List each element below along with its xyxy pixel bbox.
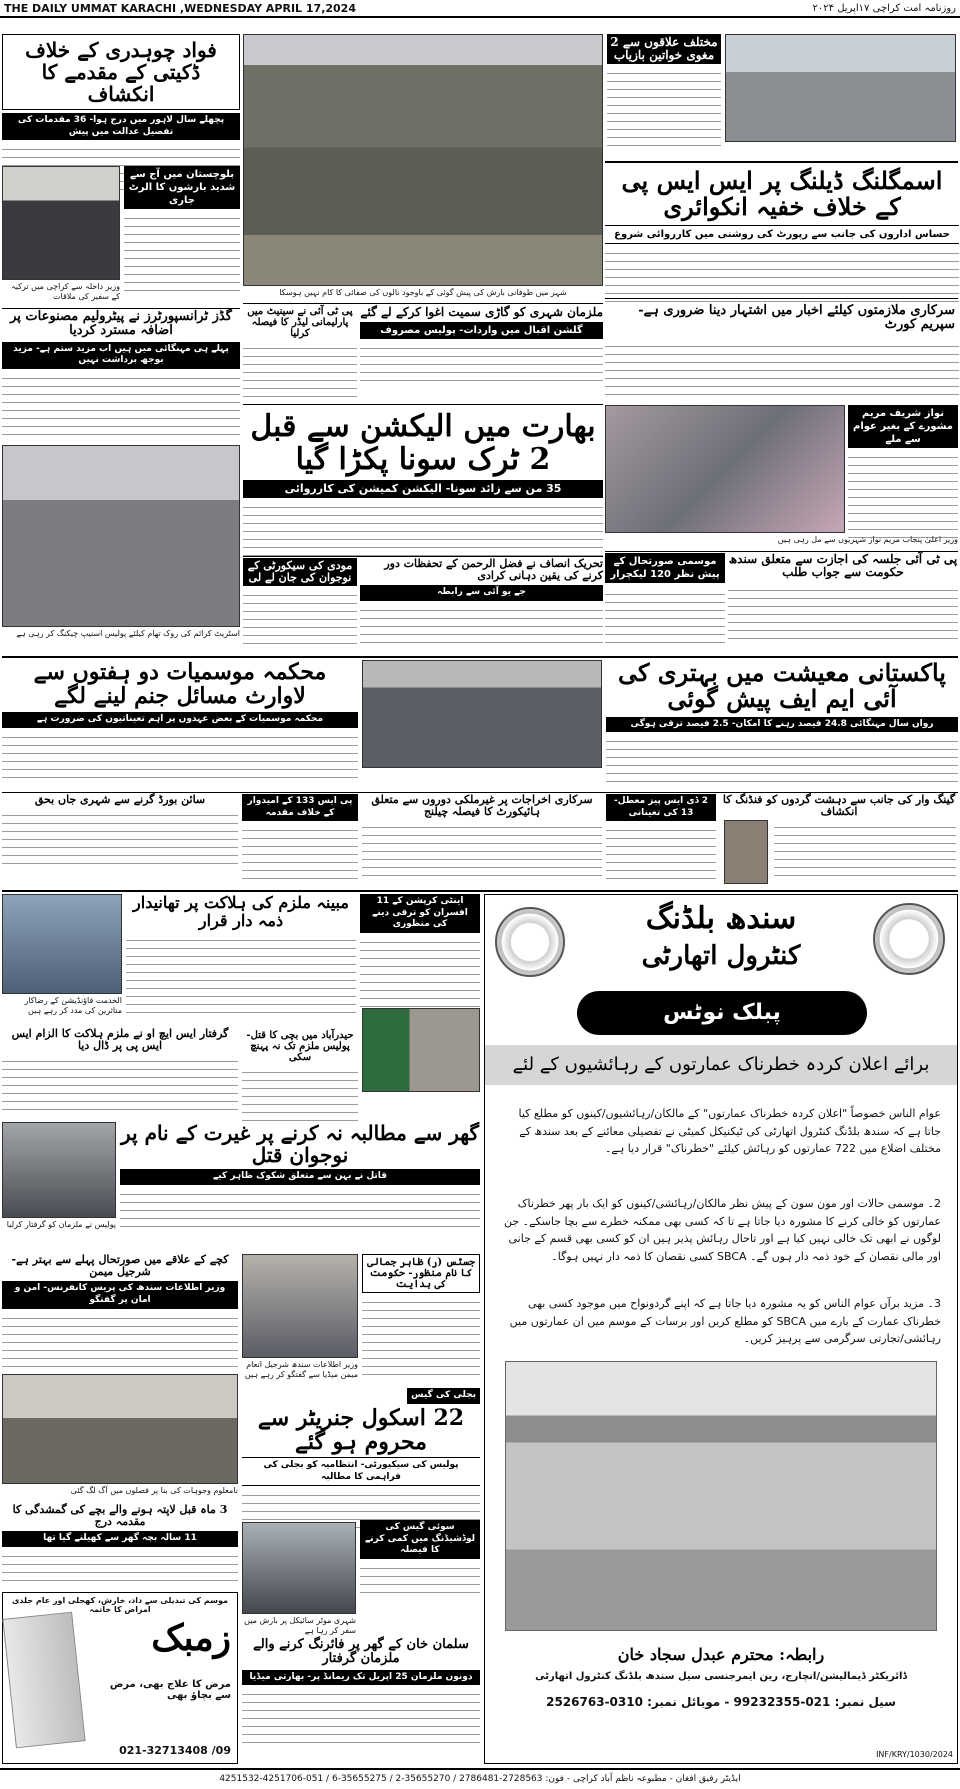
ps-story <box>242 794 358 888</box>
notice-phones: سیل نمبر: 021-99232355 - موبائل نمبر: 0310-2526763 <box>546 1695 896 1709</box>
board-body <box>2 810 238 870</box>
justice-story <box>362 1254 480 1384</box>
women-photo <box>2 894 122 994</box>
notice-subtitle: برائے اعلان کردہ خطرناک عمارتوں کے رہائشیوں کے لئے <box>485 1045 957 1085</box>
goods-body <box>2 373 240 441</box>
masthead-english: THE DAILY UMMAT KARACHI ,WEDNESDAY APRIL 17,2024 <box>4 1 356 15</box>
tax-story <box>242 1030 358 1120</box>
footer: ایڈیٹر رفیق افغان - مطبوعہ ناظم آباد کراچی - فون: 2728563-2786481 / 35655270-2 / 35655275-6 / 051-4251706-4251532 <box>0 1768 960 1789</box>
street-photo <box>2 445 240 627</box>
notice-pill: پبلک نوٹس <box>577 991 867 1035</box>
tax-body <box>242 1067 358 1121</box>
salman-body <box>242 1689 480 1749</box>
schools-kicker: بجلی کی گیس <box>407 1388 480 1404</box>
fawad-sub: پچھلے سال لاہور میں درج ہوا- 36 مقدمات کی تفصیل عدالت میں پیش <box>2 113 240 140</box>
imf-body <box>606 736 958 786</box>
sharjeel-caption: وزیر اطلاعات سندھ شرجیل انعام میمن میڈیا سے گفتگو کر رہے ہیں <box>244 1360 358 1379</box>
fawad-story <box>2 34 240 166</box>
public-notice <box>484 894 958 1764</box>
mobile-headline: مبینہ ملزم کی ہلاکت پر تھانیدار ذمہ دار قرار <box>133 893 349 930</box>
gas-headline: سوئی گیس کی لوڈشیڈنگ میں کمی کرنے کا فیصلہ <box>360 1520 480 1559</box>
divider <box>243 404 603 405</box>
antisocial-body <box>360 937 480 1007</box>
imf-bar: رواں سال مہنگائی 24.8 فیصد رہنے کا امکان- 2.5 فیصد ترقی ہوگی <box>606 717 958 733</box>
supreme-headline: سرکاری ملازمتوں کیلئے اخبار میں اشتہار دینا ضروری ہے- سپریم کورٹ <box>638 303 955 333</box>
security-story <box>243 558 357 654</box>
mehkma-body <box>2 732 358 782</box>
zambak-phone: 021-32713408 /09 <box>119 1744 231 1757</box>
meeting-photo <box>362 660 602 768</box>
ds-story <box>606 794 716 888</box>
goods-story <box>2 310 240 432</box>
divider <box>605 161 958 163</box>
election-headline: بھارت میں الیکشن سے قبل 2 ٹرک سونا پکڑا گیا <box>250 409 596 477</box>
security-headline: مودی کی سیکورٹی کے نوجوان کی جان لے لی <box>243 558 357 586</box>
mehkma-bar: محکمہ موسمیات کے بعض عہدوں پر اہم تعیناتیوں کی ضرورت ہے <box>2 712 358 728</box>
salman-bar: دونوں ملزمان 25 اپریل تک ریمانڈ پر- بھارتی میڈیا <box>242 1670 480 1686</box>
mobile-body <box>126 935 356 1015</box>
divider <box>605 298 958 299</box>
divider <box>2 890 958 892</box>
ds-body <box>606 825 716 885</box>
kachay-bar: وزیر اطلاعات سندھ کی پریس کانفرنس- امن و امان پر گفتگو <box>2 1281 238 1308</box>
smuggling-story <box>605 164 959 292</box>
child-headline: 3 ماہ قبل لاپتہ ہونے والے بچے کی گمشدگی کا مقدمہ درج <box>12 1503 228 1529</box>
pti-story <box>360 558 603 654</box>
flags-photo <box>362 1008 480 1092</box>
nawaz-story <box>848 405 958 533</box>
sharjeel-photo <box>242 1254 358 1358</box>
gang-headline: گینگ وار کی جانب سے دہشت گردوں کو فنڈنگ کا انکشاف <box>722 793 956 819</box>
notice-title-1: سندھ بلڈنگ <box>645 901 797 936</box>
zambak-ad <box>2 1592 238 1764</box>
sindh-caption: پولیس نے ملزمان کو گرفتار کرلیا <box>6 1220 116 1229</box>
antisocial-headline: اینٹی کرپشن کے 11 افسران کو ترقی دینے کی منظوری <box>360 894 480 933</box>
pti-headline: تحریک انصاف نے فضل الرحمن کے تحفظات دور کرنے کی یقین دہانی کرادی <box>384 557 603 583</box>
nawaz-photo <box>605 405 845 533</box>
dangerous-building-photo <box>505 1361 937 1631</box>
notice-para1: عوام الناس خصوصاً "اعلان کردہ خطرناک عمارتوں" کے مالکان/رہائشیوں/کینوں کو مطلع کیا جاتا ہے کہ سندھ بلڈنگ کنٹرول اتھارٹی کی ٹیکنیکل کمیٹی نے تفصیلی معائنے کے بعد سندھ کے مختلف اضلاع میں 722 عمارتوں کو رہائش کیلئے "خطرناک" قرار دیا ہے۔ <box>518 1107 941 1156</box>
board-headline: سائن بورڈ گرنے سے شہری جاں بحق <box>34 793 206 806</box>
bike-photo <box>242 1522 356 1614</box>
child-bar: 11 سالہ بچہ گھر سے کھیلنے گیا تھا <box>2 1531 238 1547</box>
nawaz-headline: نواز شریف مریم مشورے کے بغیر عوام سے ملے <box>848 405 958 448</box>
kidnap-sub: گلشن اقبال میں واردات- پولیس مصروف <box>360 322 603 339</box>
goods-bar: پہلے ہی مہنگائی میں ہیں اب مزید ستم ہے- مزید بوجھ برداشت نہیں <box>2 342 240 369</box>
divider <box>243 303 603 304</box>
senate-body <box>243 343 357 399</box>
mall-story <box>2 1028 238 1120</box>
child-story <box>2 1504 238 1588</box>
notice-title-2: کنٹرول اتھارٹی <box>641 941 801 971</box>
senate-story <box>243 306 357 402</box>
tax-headline: حیدرآباد میں بچی کا قتل- پولیس ملزم تک نہ پہنچ سکی <box>246 1030 354 1063</box>
gang-photo <box>724 820 768 884</box>
zambak-tube <box>2 1612 85 1749</box>
child-body <box>2 1551 238 1581</box>
justice-headline: جسٹس (ر) ظاہر جمالی کا نام منظور- حکومت کی ہدایت <box>362 1254 480 1293</box>
nawaz-body <box>848 452 958 540</box>
sarkari-headline: سرکاری اخراجات پر غیرملکی دوروں سے متعلق ہائیکورٹ کا فیصلہ چیلنج <box>371 793 593 819</box>
story-body <box>607 68 721 153</box>
mehkma-headline: محکمہ موسمیات دو ہفتوں سے لاوارث مسائل جنم لینے لگے <box>33 659 327 710</box>
gas-story <box>360 1520 480 1590</box>
notice-contact-role: ڈائریکٹر ڈیمالیشن/انچارج، رین ایمرجنسی سیل سندھ بلڈنگ کنٹرول اتھارٹی <box>535 1671 907 1682</box>
sindh-police-photo <box>2 1122 116 1218</box>
baluch-bar: بلوچستان میں آج سے شدید بارشوں کا الرٹ جاری <box>124 166 240 209</box>
rain-caption: شہر میں طوفانی بارش کی پیش گوئی کے باوجود نالوں کی صفائی کا کام نہیں ہوسکا <box>279 288 567 297</box>
smuggling-headline: اسمگلنگ ڈیلنگ پر ایس ایس پی کے خلاف خفیہ انکوائری <box>621 166 943 222</box>
murder-story <box>120 1122 480 1232</box>
zambak-tagline: مرض کا علاج بھی، مرض سے بچاؤ بھی <box>109 1679 231 1701</box>
election-body <box>243 502 603 562</box>
gas-body <box>360 1563 480 1599</box>
sindh-govt-seal-icon <box>495 907 565 977</box>
notice-item3: 3۔ مزید برآں عوام الناس کو یہ مشورہ دیا جاتا ہے کہ اپنے گردونواح میں موجود کسی بھی خطرناک عمارت کے بارے میں SBCA کو مطلع کریں اور برسات کے موسم میں ان عمارتوں میں رہائشی/تجارتی سرگرمی سے پرہیز کریں۔ <box>509 1297 941 1346</box>
mobile-story <box>126 894 356 1024</box>
masthead <box>0 0 960 18</box>
street-caption: اسٹریٹ کرائم کی روک تھام کیلئے پولیس اسنیپ چیکنگ کر رہی ہے <box>16 629 240 638</box>
zambak-top: موسم کی تبدیلی سے داد، خارش، کھجلی اور عام جلدی امراض کا خاتمہ <box>12 1596 228 1614</box>
sbca-seal-icon <box>873 903 945 975</box>
pti-body <box>360 605 603 649</box>
notice-ref: INF/KRY/1030/2024 <box>876 1750 953 1759</box>
supreme-story <box>605 302 959 402</box>
fire-photo <box>2 1374 238 1484</box>
mall-headline: گرفتار ایس ایچ او نے ملزم ہلاکت کا الزام ایس ایس پی پر ڈال دیا <box>11 1027 229 1053</box>
kidnap-story <box>360 306 603 402</box>
imf-headline: پاکستانی معیشت میں بہتری کی آئی ایم ایف پیش گوئی <box>618 658 946 714</box>
sarkari-story <box>362 794 602 888</box>
salman-story <box>242 1638 480 1762</box>
masthead-urdu: روزنامہ امت کراچی ۱۷اپریل ۲۰۲۴ <box>812 2 956 14</box>
senate-headline: پی ٹی آئی نے سینیٹ میں پارلیمانی لیڈر کا فیصلہ کرلیا <box>247 306 353 339</box>
sarkari-body <box>362 822 602 878</box>
baluch-body <box>124 213 240 293</box>
smuggling-sub: حساس اداروں کی جانب سے رپورٹ کی روشنی میں کارروائی شروع <box>605 225 959 244</box>
pti-jalsa-headline: پی ٹی آئی جلسہ کی اجازت سے متعلق سندھ حکومت سے جواب طلب <box>728 552 958 580</box>
salman-headline: سلمان خان کے گھر پر فائرنگ کرنے والے ملزمان گرفتار <box>253 1637 469 1667</box>
pti-sub: جے یو آئی سے رابطہ <box>360 585 603 601</box>
bike-caption: شہری موٹر سائیکل پر بارش میں سفر کر رہا ہے <box>244 1616 356 1635</box>
murder-bar: قاتل نے بہن سے متعلق شکوک ظاہر کیے <box>120 1169 480 1185</box>
rain-photo <box>243 34 603 286</box>
baluch-story <box>124 166 240 284</box>
schools-story <box>242 1388 480 1518</box>
schools-sub: پولیس کی سیکیورٹی- انتظامیہ کو بجلی کی فراہمی کا مطالبہ <box>242 1457 480 1486</box>
election-bar: 35 من سے زائد سونا- الیکشن کمیشن کی کارروائی <box>243 480 603 498</box>
notice-contact: رابطہ: محترم عبدل سجاد خان <box>617 1645 825 1664</box>
murder-body <box>120 1189 480 1233</box>
mall-body <box>2 1056 238 1110</box>
top-right-photo <box>725 34 956 142</box>
pti-jalsa-body <box>728 585 958 645</box>
kachay-story <box>2 1254 238 1372</box>
notice-item2: 2۔ موسمی حالات اور مون سون کے پیش نظر مالکان/رہائشی/کینوں کو ایک بار پھر خطرناک عمارتوں کو خالی کرنے کا مشورہ دیا جاتا ہے تا کہ کسی بھی ممکنہ خطرے سے بچا جاسکے۔ جن لوگوں نے ابھی تک خالی نہیں کیا ہے اور تاحال رہائش پذیر ہیں ان کو کسی بھی قسم کے جانی اور مالی نقصان کے خود ذمہ دار ہوں گے۔ SBCA کسی نقصان کا ذمہ دار نہیں ہوگا۔ <box>504 1197 941 1263</box>
kidnap-headline: ملزمان شہری کو گاڑی سمیت اغوا کرکے لے گئے <box>360 305 603 319</box>
ps-headline: پی ایس 133 کے امیدوار کے خلاف مقدمہ <box>242 794 358 821</box>
gang-body <box>774 822 956 882</box>
election-story <box>243 406 603 558</box>
justice-body <box>362 1297 480 1377</box>
security-body <box>243 590 357 644</box>
antisocial-story <box>360 894 480 1004</box>
kachay-headline: کچے کے علاقے میں صورتحال پہلے سے بہتر ہے- شرجیل میمن <box>11 1253 229 1279</box>
top-right-small-story <box>607 34 721 152</box>
ps-body <box>242 825 358 885</box>
ds-headline: 2 ڈی ایس پیز معطل- 13 کی تعیناتی <box>606 794 716 821</box>
fawad-headline: فواد چوہدری کے خلاف ڈکیتی کے مقدمے کا انکشاف <box>2 34 240 110</box>
supreme-body <box>605 341 959 399</box>
gang-story <box>720 794 958 888</box>
mehkma-story <box>2 660 358 790</box>
minister-photo <box>2 166 120 280</box>
nawaz-caption: وزیر اعلیٰ پنجاب مریم نواز شہریوں سے مل رہی ہیں <box>777 535 958 544</box>
zambak-name: زمبک <box>151 1617 231 1659</box>
minister-caption: وزیر داخلہ سے کراچی میں ترکیہ کے سفیر کی ملاقات <box>11 282 120 301</box>
moves-story <box>605 553 725 653</box>
moves-body <box>605 589 725 649</box>
schools-headline: 22 اسکول جنریٹر سے محروم ہو گئے <box>257 1404 465 1455</box>
kachay-body <box>2 1313 238 1367</box>
goods-headline: گڈز ٹرانسپورٹرز نے پیٹرولیم مصنوعات پر اضافہ مسترد کردیا <box>10 309 232 339</box>
murder-headline: گھر سے مطالبہ نہ کرنے پر غیرت کے نام پر نوجوان قتل <box>121 1121 479 1167</box>
board-story <box>2 794 238 888</box>
imf-story <box>606 660 958 790</box>
story-headline: مختلف علاقوں سے 2 مغوی خواتین بازیاب <box>607 34 721 64</box>
women-caption: الخدمت فاؤنڈیشن کے رضاکار متاثرین کی مدد کر رہے ہیں <box>24 996 122 1015</box>
moves-headline: موسمی صورتحال کے پیش نظر 120 لیکچرار <box>605 553 725 583</box>
fire-caption: نامعلوم وجوہات کی بنا پر فصلوں میں آگ لگ گئی <box>70 1486 238 1495</box>
pti-jalsa-story <box>728 553 958 653</box>
kidnap-body <box>360 343 603 387</box>
